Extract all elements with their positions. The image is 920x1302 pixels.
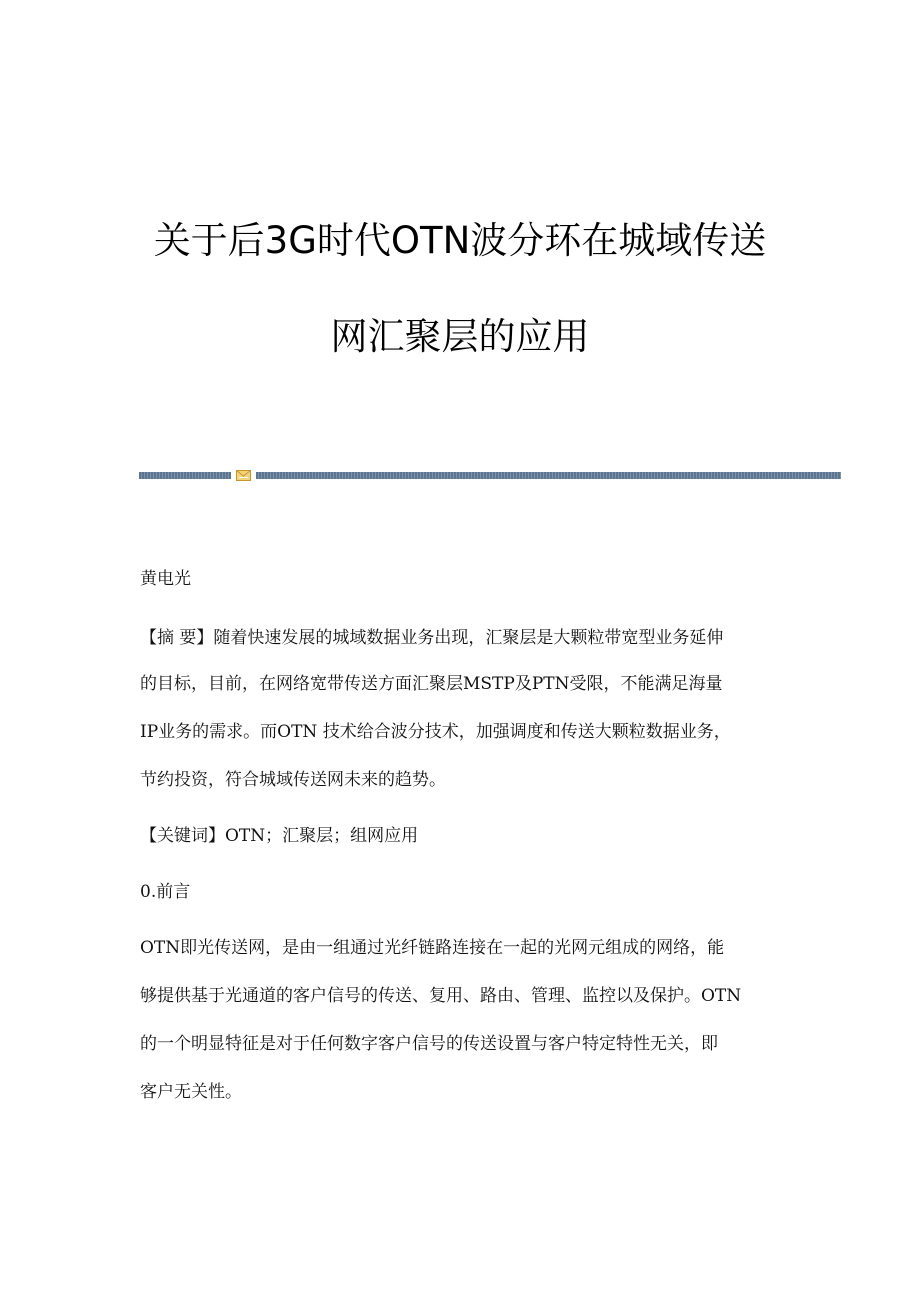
paragraph-line: OTN即光传送网，是由一组通过光纤链路连接在一起的光网元组成的网络，能 (140, 938, 725, 958)
divider-bar-left (139, 472, 231, 479)
document-title-line-2: 网汇聚层的应用 (330, 315, 590, 358)
paragraph-line: 的一个明显特征是对于任何数字客户信号的传送设置与客户特定特性无关，即 (140, 1034, 718, 1054)
title-divider (139, 470, 841, 481)
author-name: 黄电光 (140, 569, 191, 589)
envelope-ornament-icon (236, 470, 251, 481)
abstract-line: 节约投资，符合城域传送网未来的趋势。 (140, 770, 446, 790)
abstract-line: 的目标，目前，在网络宽带传送方面汇聚层MSTP及PTN受限，不能满足海量 (140, 674, 723, 694)
section-heading: 0.前言 (140, 882, 191, 902)
keywords: 【关键词】OTN；汇聚层；组网应用 (140, 826, 419, 846)
document-title-line-1: 关于后3G时代OTN波分环在城域传送 (153, 219, 767, 262)
paragraph-line: 够提供基于光通道的客户信号的传送、复用、路由、管理、监控以及保护。OTN (140, 986, 742, 1006)
paragraph-line: 客户无关性。 (140, 1082, 242, 1102)
abstract-line: IP业务的需求。而OTN 技术给合波分技术，加强调度和传送大颗粒数据业务， (140, 722, 731, 742)
divider-bar-right (256, 472, 841, 479)
abstract-line: 【摘 要】随着快速发展的城域数据业务出现，汇聚层是大颗粒带宽型业务延伸 (140, 628, 724, 648)
